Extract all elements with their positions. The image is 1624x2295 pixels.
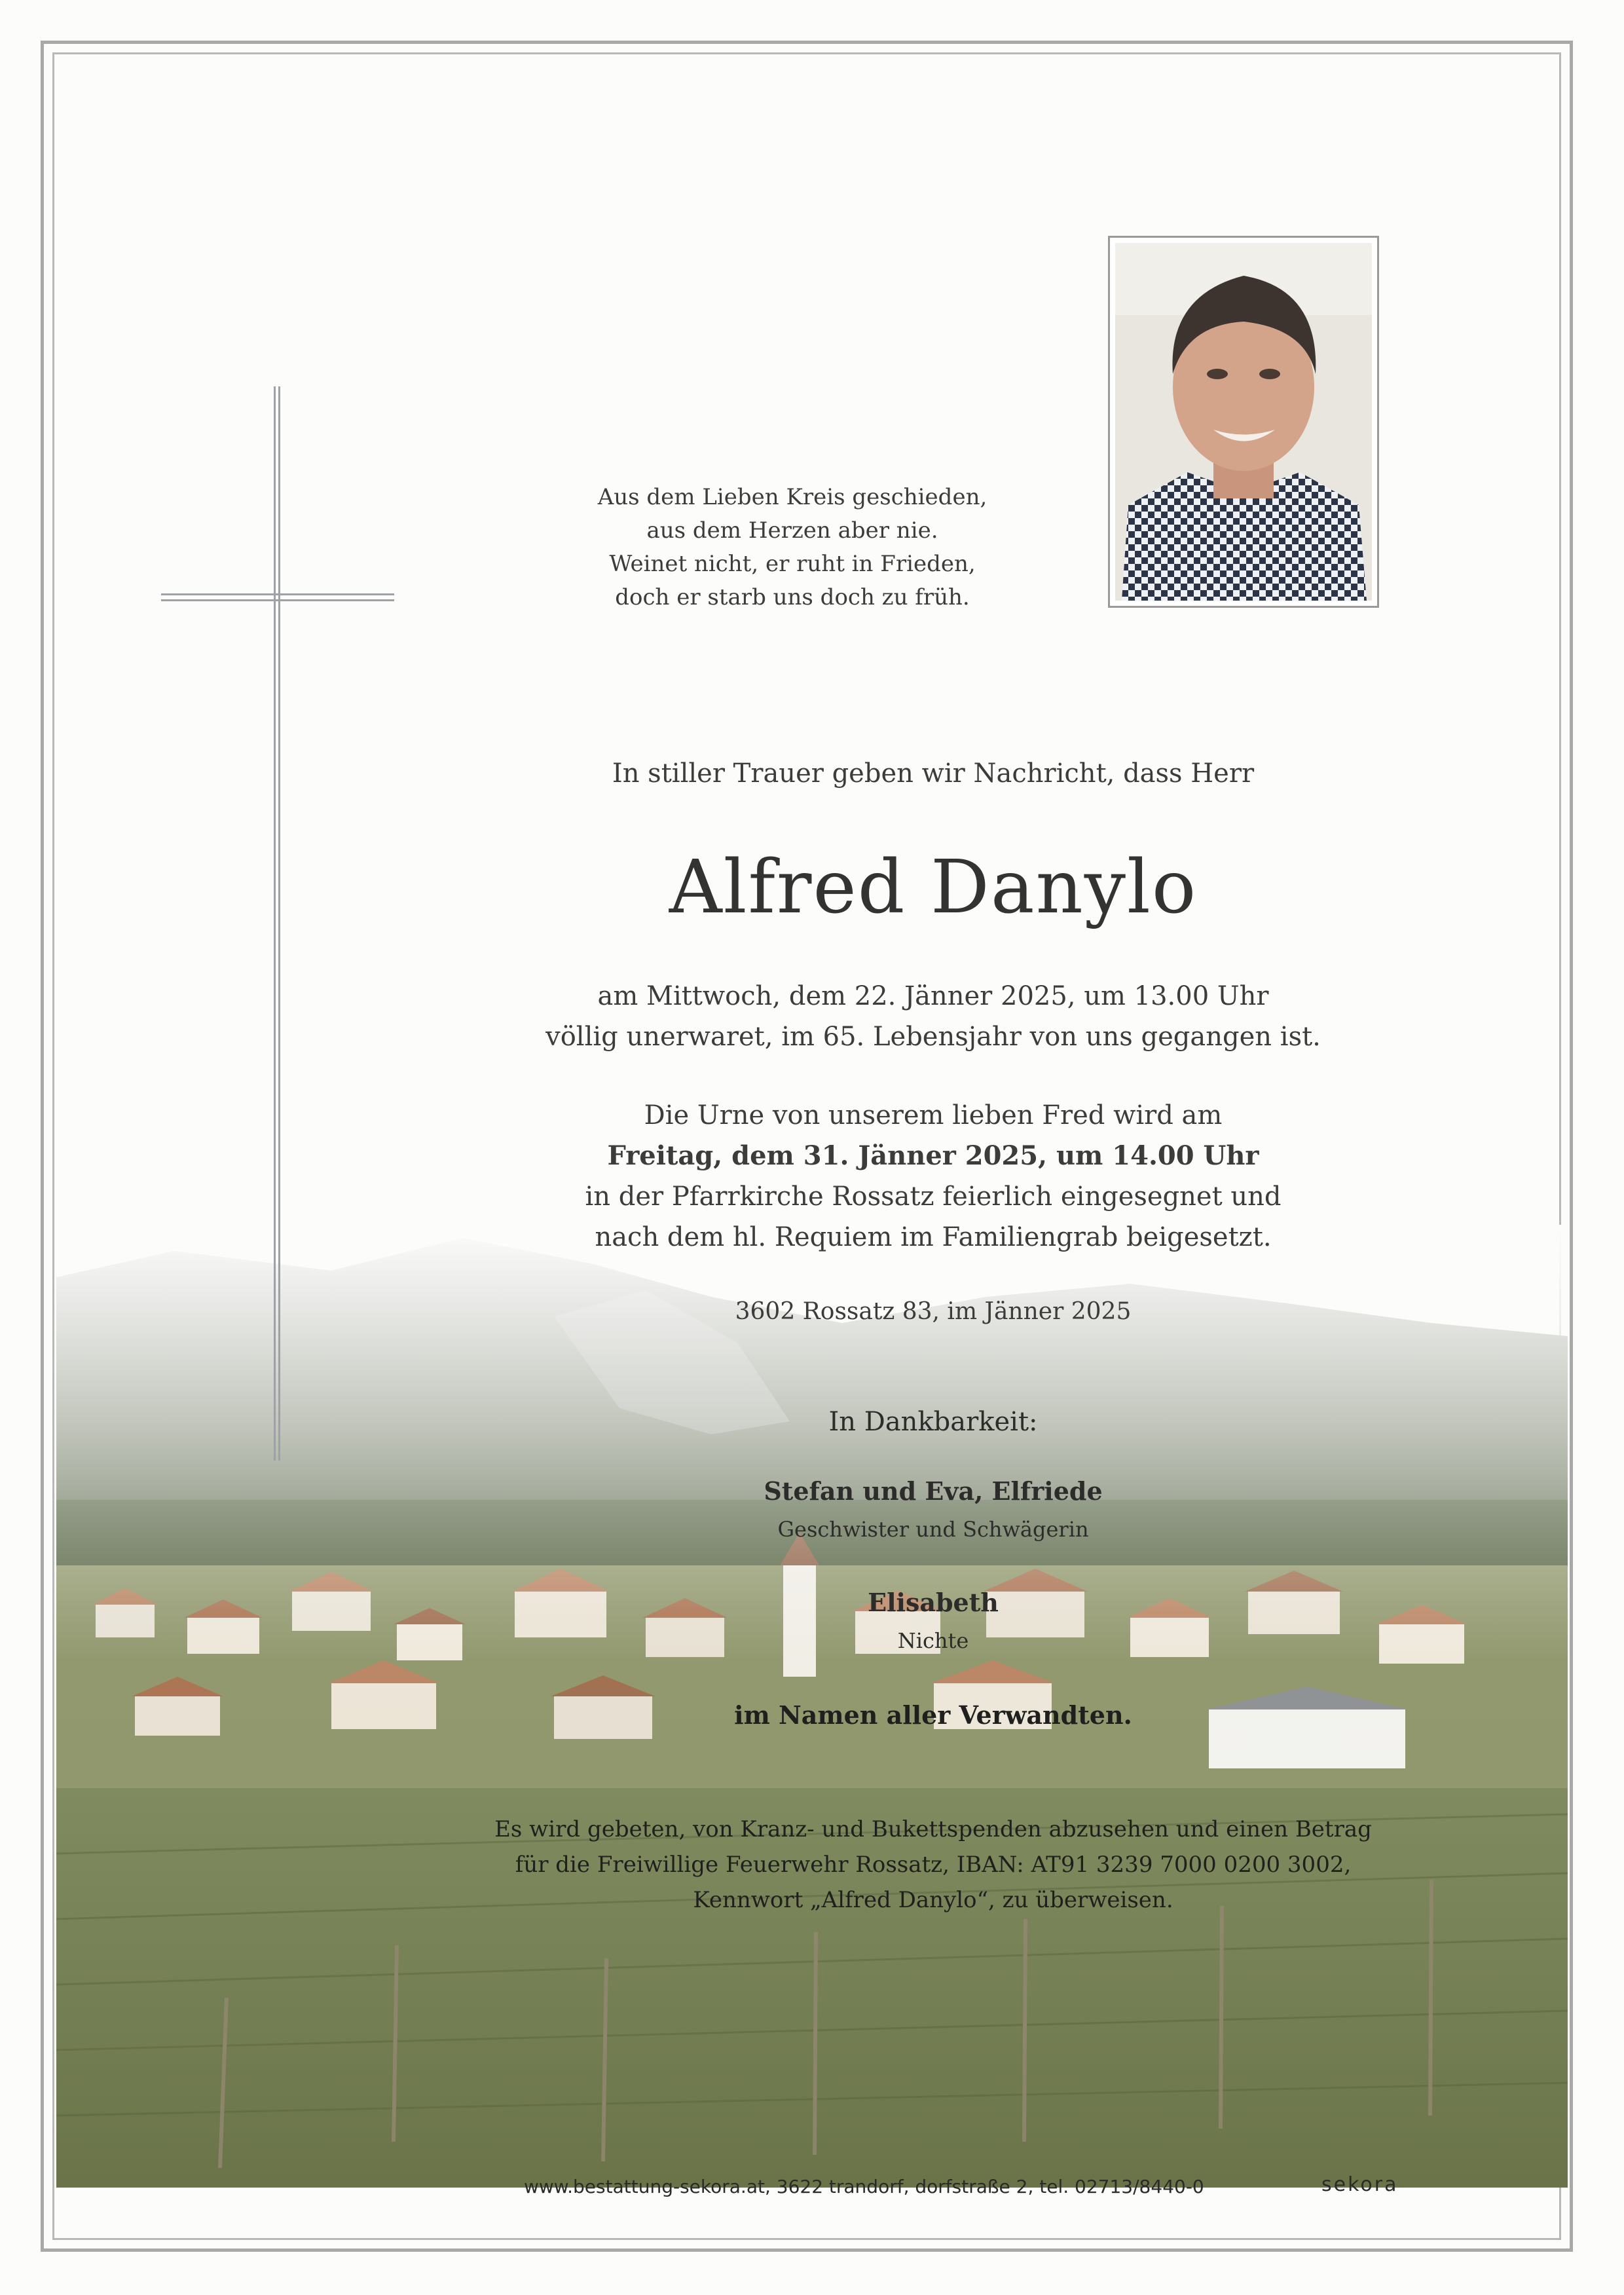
thanks-heading: In Dankbarkeit: [828, 1407, 1038, 1437]
memorial-poem [498, 481, 1087, 614]
closing-line: im Namen aller Verwandten. [734, 1700, 1132, 1730]
funeral-date: Freitag, dem 31. Jänner 2025, um 14.00 Uhr [607, 1140, 1259, 1171]
death-notice-line: am Mittwoch, dem 22. Jänner 2025, um 13.00 Uhr [597, 981, 1269, 1011]
donation-request [393, 1812, 1473, 1918]
footer-contact: www.bestattung-sekora.at, 3622 trandorf, dorfstraße 2, tel. 02713/8440-0 [524, 2176, 1204, 2197]
poem-line: Weinet nicht, er ruht in Frieden, [609, 551, 976, 577]
cross-horizontal-bar [161, 593, 394, 601]
donation-line: für die Freiwillige Feuerwehr Rossatz, IBAN: AT91 3239 7000 0200 3002, [515, 1852, 1352, 1878]
mourner-names: Elisabeth [868, 1588, 999, 1617]
mourner-names: Stefan und Eva, Elfriede [764, 1476, 1103, 1506]
poem-line: aus dem Herzen aber nie. [646, 517, 938, 544]
portrait-photo [1108, 236, 1379, 608]
brand-logo: sekora [1321, 2173, 1399, 2196]
death-notice [458, 976, 1408, 1057]
donation-line: Es wird gebeten, von Kranz- und Bukettspenden abzusehen und einen Betrag [494, 1816, 1372, 1842]
place-and-date: 3602 Rossatz 83, im Jänner 2025 [735, 1298, 1132, 1325]
poem-line: doch er starb uns doch zu früh. [615, 584, 970, 610]
deceased-name: Alfred Danylo [669, 845, 1198, 930]
death-notice-line: völlig unerwaret, im 65. Lebensjahr von uns gegangen ist. [545, 1022, 1321, 1052]
funeral-line: in der Pfarrkirche Rossatz feierlich eingesegnet und [585, 1182, 1282, 1212]
cross-vertical-bar [274, 386, 280, 1461]
mourner-relation: Geschwister und Schwägerin [777, 1517, 1089, 1542]
funeral-line: nach dem hl. Requiem im Familiengrab beigesetzt. [595, 1222, 1272, 1252]
funeral-details [458, 1095, 1408, 1258]
mourner-relation: Nichte [897, 1628, 969, 1653]
portrait-image [1115, 243, 1372, 601]
announcement-intro: In stiller Trauer geben wir Nachricht, dass Herr [612, 758, 1255, 789]
poem-line: Aus dem Lieben Kreis geschieden, [597, 484, 987, 510]
donation-line: Kennwort „Alfred Danylo“, zu überweisen. [693, 1887, 1173, 1913]
funeral-line: Die Urne von unserem lieben Fred wird am [644, 1100, 1223, 1130]
